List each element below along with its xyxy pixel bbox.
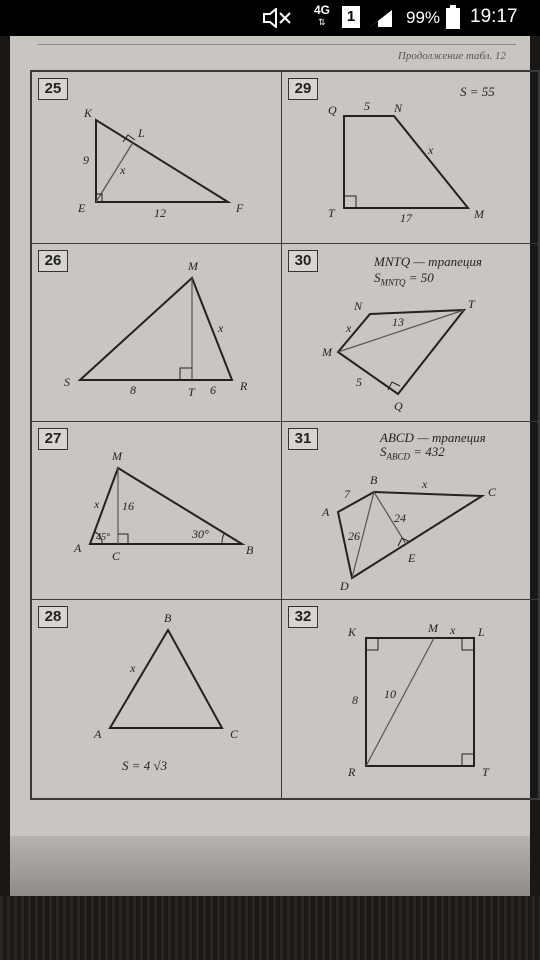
figure-30: [282, 244, 540, 422]
unknown-x: x: [346, 321, 352, 335]
vertex-m: M: [112, 449, 122, 463]
textbook-page: [10, 36, 530, 836]
unknown-x: x: [450, 623, 456, 637]
unknown-x: x: [218, 321, 224, 335]
trapezoid-caption: ABCD — трапеция: [380, 430, 486, 445]
problem-25: [32, 72, 282, 244]
sim-badge: 1: [342, 6, 360, 28]
area-subscript: MNTQ: [380, 277, 406, 288]
angle-a: 45°: [96, 532, 110, 543]
problem-26: [32, 244, 282, 422]
vertex-m: M: [474, 207, 484, 221]
vertex-m: M: [322, 345, 332, 359]
side-tr: 6: [210, 383, 216, 397]
vertex-r: R: [240, 379, 248, 393]
battery-level: 99%: [406, 8, 441, 27]
problem-28: [32, 600, 282, 800]
header-rule: [38, 44, 516, 45]
vertex-c: C: [112, 549, 121, 563]
side-ef: 12: [154, 206, 166, 220]
trapezoid-caption: MNTQ — трапеция: [374, 254, 482, 269]
battery-icon: [446, 5, 460, 34]
side-bottom: 17: [400, 211, 412, 225]
side-st: 8: [130, 383, 136, 397]
problem-number: 30: [288, 250, 318, 272]
vertex-t: T: [328, 206, 335, 220]
unknown-x: x: [428, 143, 434, 157]
side-mc: 16: [122, 499, 134, 513]
page-bottom-shadow: [10, 836, 530, 896]
mute-icon: [262, 8, 292, 33]
unknown-x: x: [130, 661, 136, 675]
unknown-x: x: [120, 163, 126, 177]
background-carpet: [0, 896, 540, 960]
figure-32: [282, 600, 540, 800]
figure-26: [32, 244, 282, 422]
problem-30: [282, 244, 540, 422]
status-bar: [0, 0, 540, 36]
vertex-m: M: [188, 259, 198, 273]
problem-number: 29: [288, 78, 318, 100]
side-ab: 7: [344, 487, 350, 501]
unknown-x: x: [94, 497, 100, 511]
problem-number: 25: [38, 78, 68, 100]
vertex-d: D: [340, 579, 349, 593]
side-bd: 26: [348, 529, 360, 543]
vertex-c: C: [488, 485, 497, 499]
vertex-c: C: [230, 727, 239, 741]
vertex-e: E: [408, 551, 416, 565]
problem-29: [282, 72, 540, 244]
photo: [0, 36, 540, 960]
side-top: 5: [364, 99, 370, 113]
vertex-f: F: [236, 201, 244, 215]
problem-number: 27: [38, 428, 68, 450]
area-symbol: S: [380, 444, 387, 459]
vertex-t: T: [482, 765, 489, 779]
figure-25: [32, 72, 282, 244]
vertex-l: L: [138, 126, 145, 140]
problem-32: [282, 600, 540, 800]
angle-b: 30°: [192, 527, 209, 541]
diagonal: 10: [384, 687, 396, 701]
side-kr: 8: [352, 693, 358, 707]
area-value: = 50: [405, 270, 434, 285]
area-caption: S = 55: [460, 84, 495, 99]
problem-number: 26: [38, 250, 68, 272]
network-type: 4G: [314, 3, 331, 17]
vertex-t: T: [188, 385, 195, 399]
page-header: Продолжение табл. 12: [397, 50, 506, 62]
vertex-k: K: [348, 625, 357, 639]
side-be: 24: [394, 511, 406, 525]
area-symbol: S: [374, 270, 381, 285]
vertex-a: A: [74, 541, 82, 555]
problem-31: [282, 422, 540, 600]
vertex-b: B: [370, 473, 378, 487]
diagonal: 13: [392, 315, 404, 329]
area-subscript: ABCD: [386, 451, 410, 462]
vertex-s: S: [64, 375, 70, 389]
vertex-a: A: [94, 727, 102, 741]
vertex-k: K: [84, 106, 93, 120]
figure-29: [282, 72, 540, 244]
vertex-a: A: [322, 505, 330, 519]
problem-number: 31: [288, 428, 318, 450]
problem-number: 28: [38, 606, 68, 628]
side-ke: 9: [83, 153, 89, 167]
area-value: = 432: [410, 444, 445, 459]
area-caption: S = 4 √3: [122, 758, 168, 773]
vertex-q: Q: [394, 399, 403, 413]
figure-27: [32, 422, 282, 600]
vertex-t: T: [468, 297, 475, 311]
vertex-n: N: [394, 101, 403, 115]
vertex-b: B: [246, 543, 254, 557]
problems-grid: [30, 70, 540, 800]
side-mq: 5: [356, 375, 362, 389]
unknown-x: x: [422, 477, 428, 491]
clock: 19:17: [470, 6, 518, 27]
vertex-q: Q: [328, 103, 337, 117]
data-arrows-icon: ⇅: [318, 17, 326, 27]
signal-icon: [368, 8, 394, 33]
vertex-r: R: [348, 765, 356, 779]
vertex-n: N: [354, 299, 363, 313]
vertex-b: B: [164, 611, 172, 625]
vertex-m: M: [428, 621, 438, 635]
vertex-l: L: [478, 625, 485, 639]
problem-27: [32, 422, 282, 600]
vertex-e: E: [78, 201, 86, 215]
problem-number: 32: [288, 606, 318, 628]
figure-31: [282, 422, 540, 600]
